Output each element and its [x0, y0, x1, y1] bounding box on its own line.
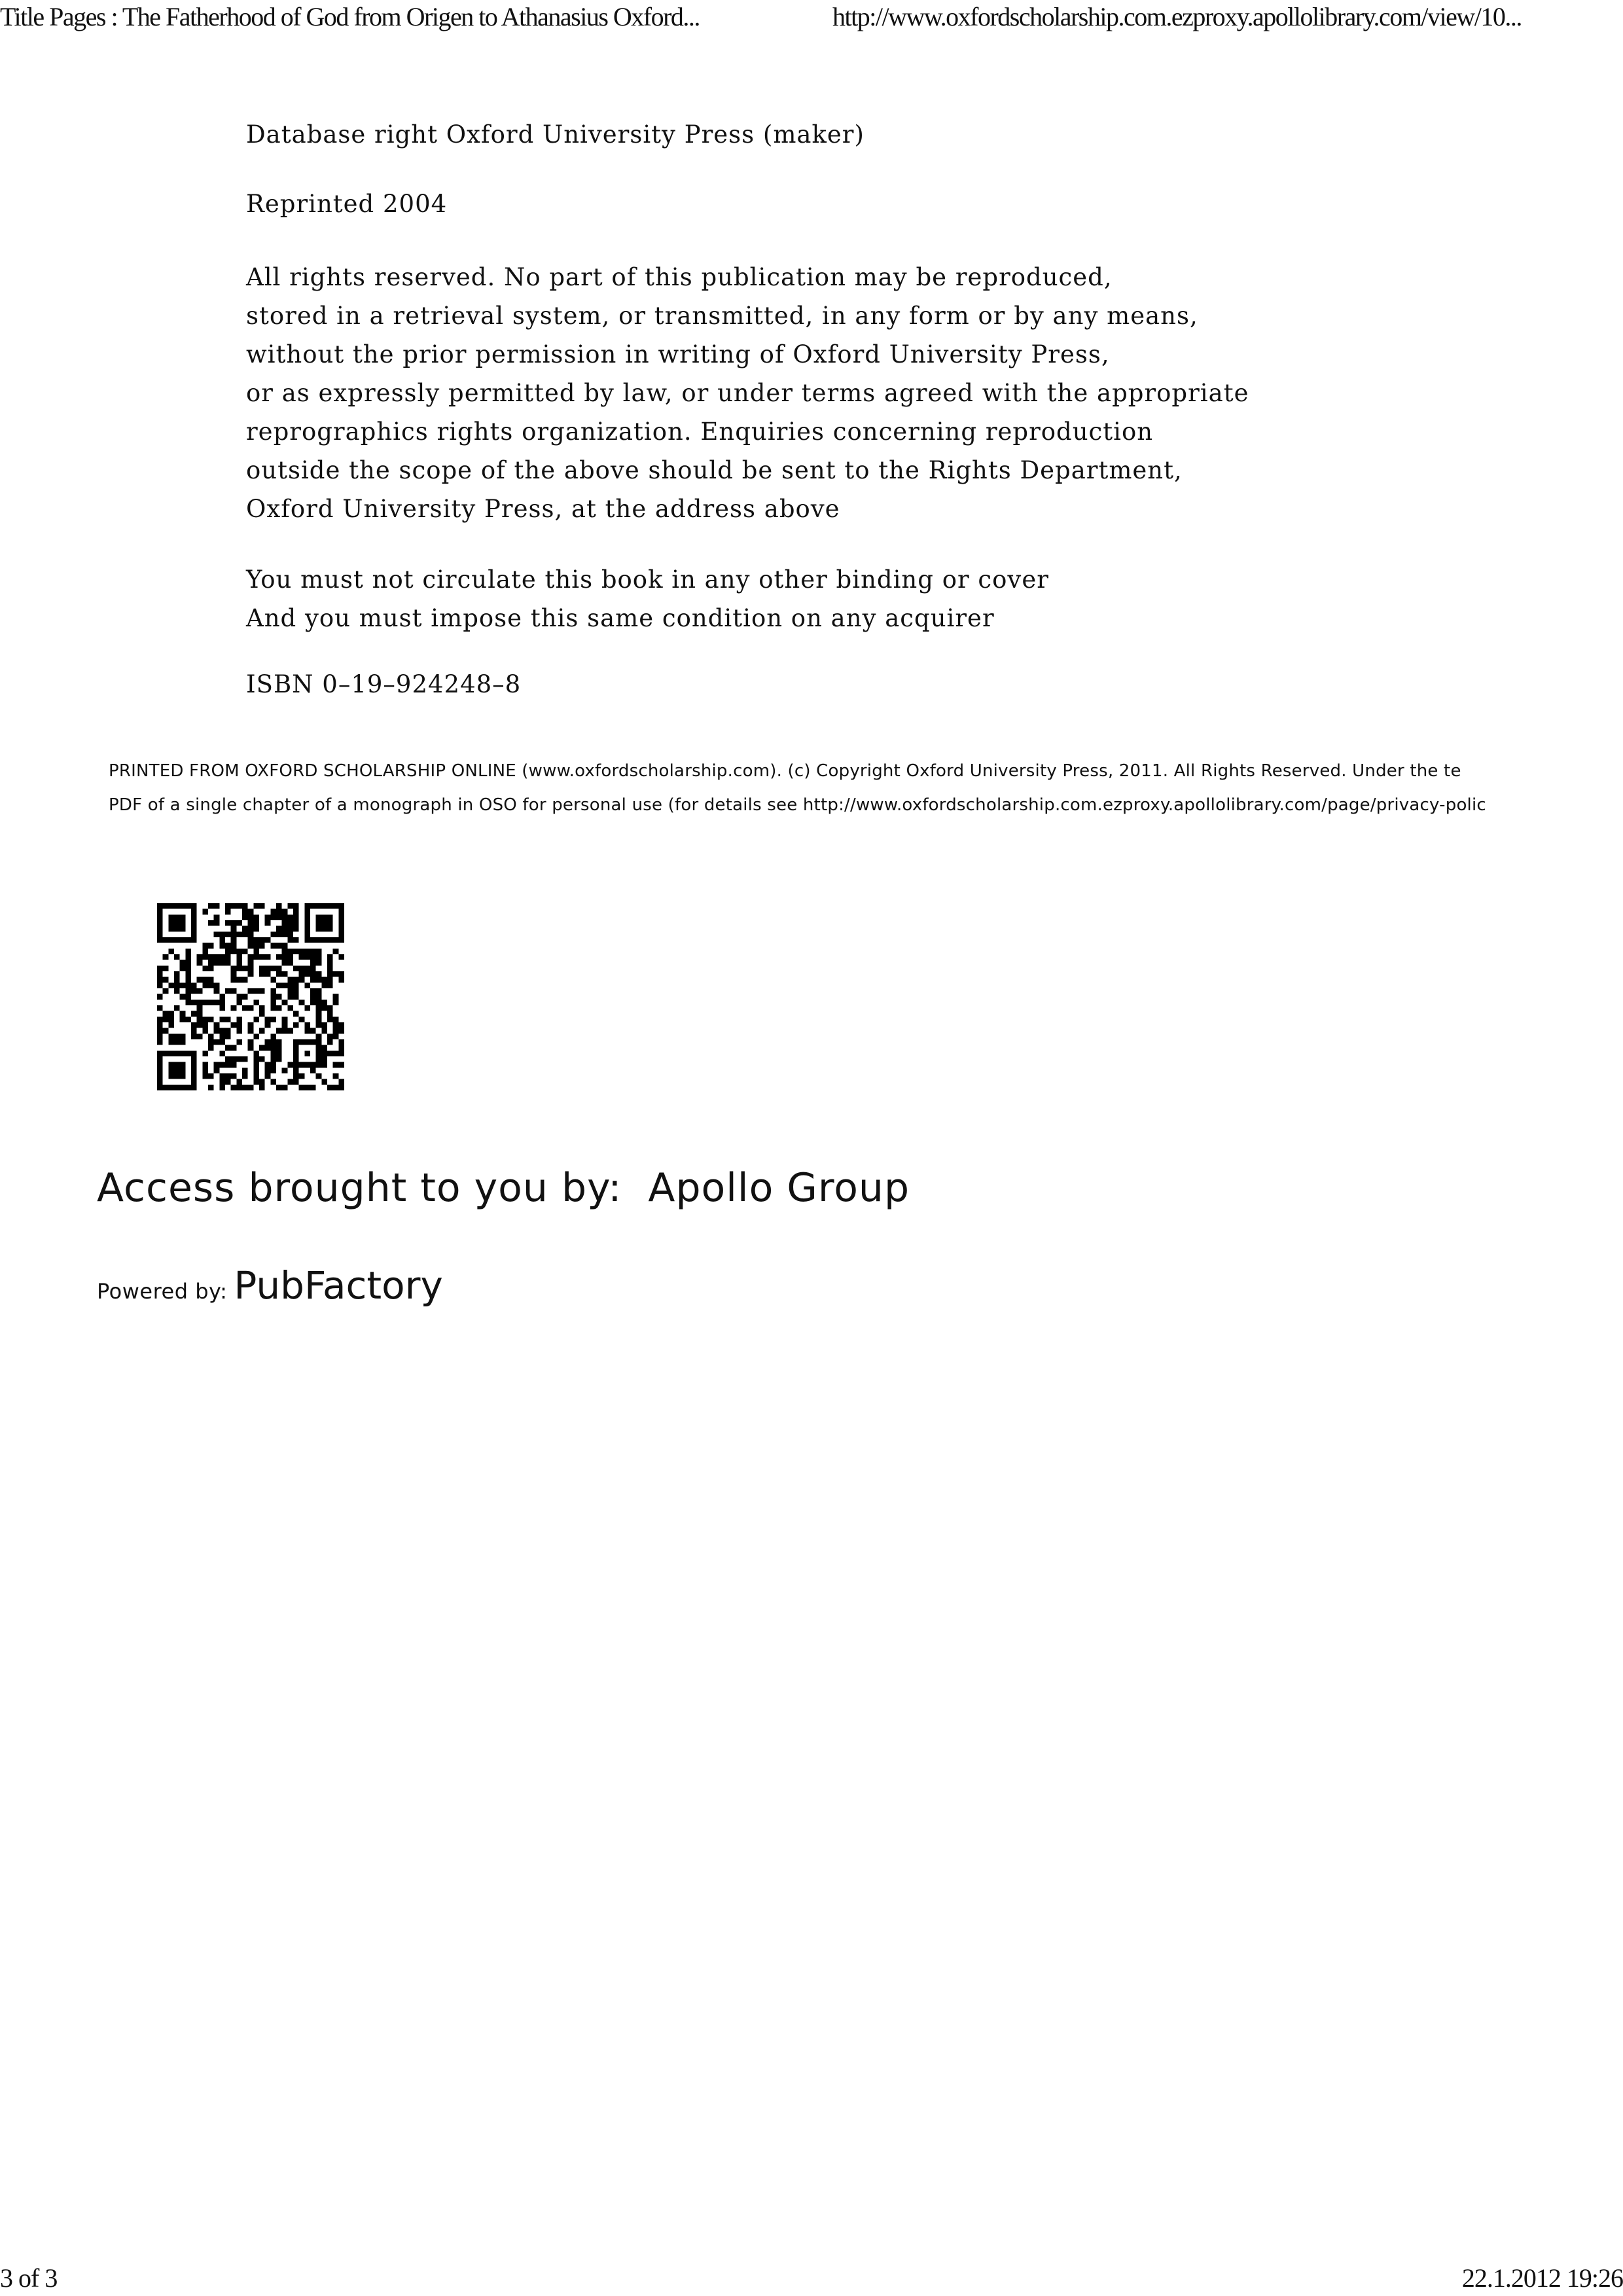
circulation-line: And you must impose this same condition on any acquirer: [246, 604, 995, 632]
pubfactory-logo: PubFactory: [234, 1263, 443, 1308]
rights-line: without the prior permission in writing of Oxford University Press,: [246, 340, 1110, 368]
circulation-paragraph: [246, 560, 1049, 637]
print-header-title: Title Pages : The Fatherhood of God from Origen to Athanasius Oxford...: [0, 2, 700, 31]
rights-line: Oxford University Press, at the address above: [246, 495, 840, 523]
qr-code-icon: [157, 903, 344, 1090]
print-timestamp: 22.1.2012 19:26: [1461, 2263, 1623, 2293]
page-count: 3 of 3: [0, 2263, 58, 2293]
circulation-line: You must not circulate this book in any other binding or cover: [246, 565, 1049, 594]
powered-by-label: Powered by:: [97, 1279, 228, 1304]
rights-line: All rights reserved. No part of this publication may be reproduced,: [246, 263, 1113, 291]
access-statement: [97, 1165, 910, 1211]
rights-line: stored in a retrieval system, or transmitted, in any form or by any means,: [246, 302, 1198, 330]
rights-line: outside the scope of the above should be sent to the Rights Department,: [246, 456, 1183, 484]
isbn-line: ISBN 0–19–924248–8: [246, 670, 522, 698]
notice-line: PRINTED FROM OXFORD SCHOLARSHIP ONLINE (www.oxfordscholarship.com). (c) Copyright Oxford University Press, 2011. All Rights Reserved. Under the te: [109, 761, 1461, 781]
access-label: Access brought to you by:: [97, 1165, 622, 1211]
notice-line: PDF of a single chapter of a monograph in OSO for personal use (for details see http://www.oxfordscholarship.com.ezproxy.apollolibrary.com/page/privacy-polic: [109, 795, 1486, 815]
rights-line: reprographics rights organization. Enquiries concerning reproduction: [246, 418, 1154, 446]
access-organization: Apollo Group: [648, 1165, 910, 1211]
rights-line: or as expressly permitted by law, or under terms agreed with the appropriate: [246, 379, 1249, 407]
print-header-url: http://www.oxfordscholarship.com.ezproxy.apollolibrary.com/view/10...: [832, 2, 1522, 31]
rights-paragraph: [246, 258, 1249, 528]
database-right-line: Database right Oxford University Press (maker): [246, 120, 865, 149]
printed-from-notice: [109, 754, 1524, 822]
reprinted-line: Reprinted 2004: [246, 190, 448, 218]
powered-by: [97, 1263, 443, 1308]
